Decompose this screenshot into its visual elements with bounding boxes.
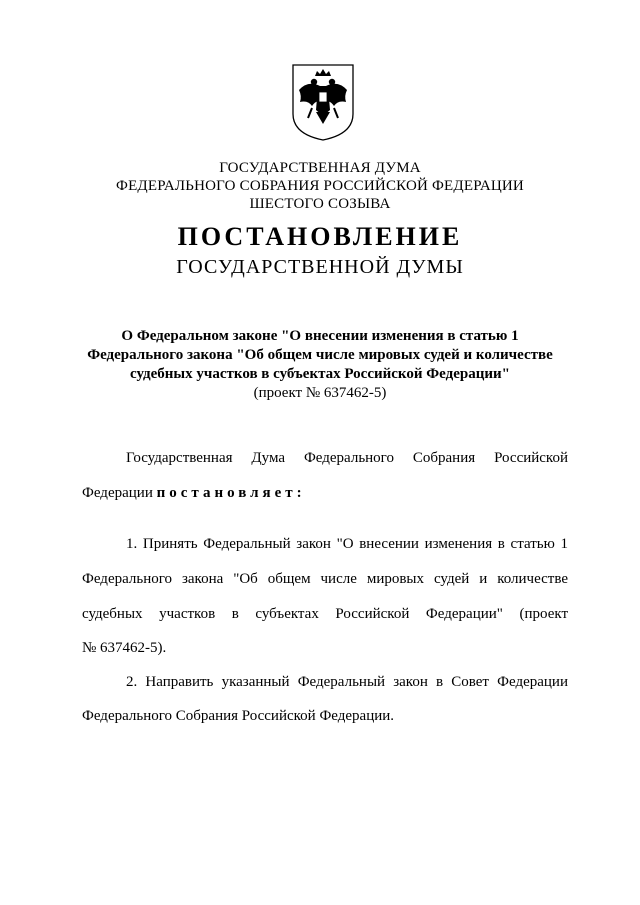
item1-line-3: судебных участков в субъектах Российской Федерации" (проект (82, 606, 568, 622)
item1-line-4: № 637462-5). (82, 640, 167, 656)
header-line-3: ШЕСТОГО СОЗЫВА (249, 196, 391, 212)
intro-line-2 (82, 485, 568, 502)
header-line-1: ГОСУДАРСТВЕННАЯ ДУМА (219, 160, 421, 176)
intro-prefix: Федерации (82, 485, 153, 501)
document-subtitle: ГОСУДАРСТВЕННОЙ ДУМЫ (176, 256, 464, 278)
item1-line-1: 1. Принять Федеральный закон "О внесении изменения в статью 1 (126, 536, 568, 552)
document-title: ПОСТАНОВЛЕНИЕ (177, 222, 463, 251)
item2-line-1: 2. Направить указанный Федеральный закон в Совет Федерации (126, 674, 568, 690)
item1-line-2: Федерального закона "Об общем числе мировых судей и количестве (82, 571, 568, 587)
header-line-2: ФЕДЕРАЛЬНОГО СОБРАНИЯ РОССИЙСКОЙ ФЕДЕРАЦИИ (116, 178, 524, 194)
coat-of-arms-icon (290, 62, 356, 142)
subject-line-1: О Федеральном законе "О внесении изменения в статью 1 (121, 328, 519, 344)
intro-line-1: Государственная Дума Федерального Собрания Российской (126, 450, 568, 466)
subject-line-3: судебных участков в субъектах Российской Федерации" (130, 366, 510, 382)
intro-decree-word: постановляет: (156, 485, 306, 501)
item2-line-2: Федерального Собрания Российской Федерации. (82, 708, 395, 724)
project-number: (проект № 637462-5) (253, 385, 387, 401)
subject-line-2: Федерального закона "Об общем числе мировых судей и количестве (87, 347, 553, 363)
